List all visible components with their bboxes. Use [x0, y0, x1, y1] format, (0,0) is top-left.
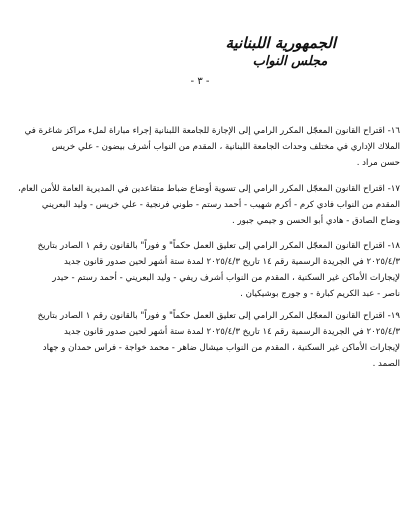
agenda-item-19: [0, 308, 400, 372]
item-line: ٢٠٢٥/٤/٣ في الجريدة الرسمية رقم ١٤ تاريخ ٢٠٢٥/٤/٣ لمدة ستة أشهر لحين صدور قانون جديد: [64, 257, 400, 267]
item-line: ١٧- اقتراح القانون المعجّل المكرر الرامي إلى تسوية أوضاع ضباط متقاعدين في المديرية العامة للأمن العام،: [18, 184, 400, 194]
item-line: المقدم من النواب فادي كرم - أكرم شهيب - أحمد رستم - طوني فرنجية - علي خريس - وليد البعريني: [41, 200, 400, 210]
item-line: وضاح الصادق - هادي أبو الحسن و جيمي جبور .: [232, 216, 400, 226]
item-line: لإيجارات الأماكن غير السكنية ، المقدم من النواب ميشال ضاهر - محمد خواجة - فراس حمدان و جهاد: [42, 343, 400, 353]
item-line: ٢٠٢٥/٤/٣ في الجريدة الرسمية رقم ١٤ تاريخ ٢٠٢٥/٤/٣ لمدة ستة أشهر لحين صدور قانون جديد: [64, 327, 400, 337]
item-line: ١٦- اقتراح القانون المعجّل المكرر الرامي إلى الإجازة للجامعة اللبنانية إجراء مباراة لملء مراكز شاغرة في: [24, 126, 400, 136]
item-line: ١٩- اقتراح القانون المعجّل المكرر الرامي إلى تعليق العمل حكماً" و فوراً" بالقانون رقم ١ الصادر بتاريخ: [37, 311, 400, 321]
letterhead-republic: الجمهورية اللبنانية: [225, 34, 336, 52]
parliament-letterhead: [225, 34, 336, 69]
agenda-item-16: [0, 123, 400, 171]
letterhead-parliament: مجلس النواب: [252, 54, 328, 69]
agenda-item-18: [0, 238, 400, 302]
item-line: الملاك الإداري في مختلف وحدات الجامعة اللبنانية ، المقدم من النواب أشرف بيضون - علي خريس: [51, 142, 400, 152]
item-line: لإيجارات الأماكن غير السكنية ، المقدم من النواب أشرف ريفي - وليد البعريني - أحمد رستم - حيدر: [52, 273, 400, 283]
item-line: حسن مراد .: [356, 158, 400, 168]
item-line: ١٨- اقتراح القانون المعجّل المكرر الرامي إلى تعليق العمل حكماً" و فوراً" بالقانون رقم ١ الصادر بتاريخ: [37, 241, 400, 251]
item-line: ناصر - عبد الكريم كبارة - و جورج بوشيكيان .: [240, 289, 400, 299]
item-line: الصمد .: [372, 359, 400, 369]
agenda-item-17: [0, 181, 400, 229]
page-number: - ٣ -: [190, 76, 210, 87]
